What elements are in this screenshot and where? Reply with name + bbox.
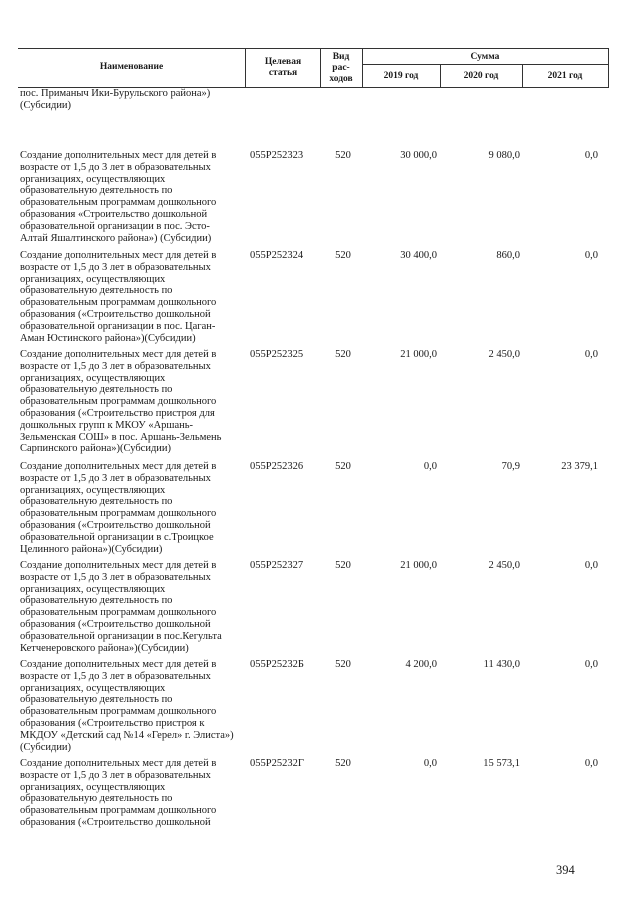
continuation-text: пос. Приманыч Ики-Бурульского района»)(Субсидии) [20,88,211,111]
row-vid: 520 [335,349,351,360]
page-number: 394 [556,863,575,877]
row-value-2021: 0,0 [584,659,598,670]
header-sum: Сумма [470,52,500,62]
row-name: Создание дополнительных мест для детей в возрасте от 1,5 до 3 лет в образовательных организациях, осуществляющих образовательную деятельность по образовательным программам дошкольного образования «Строительство дошкольной образовательной организации в пос. Эсто-Алтай Яшалтинского района») (Субсидии) [20,150,217,244]
row-code: 055P252325 [250,349,304,360]
row-code: 055P25232Б [250,659,304,670]
row-vid: 520 [335,758,351,769]
row-code: 055P252327 [250,560,304,571]
row-code: 055P252324 [250,250,304,261]
row-value-2019: 0,0 [423,461,437,472]
row-name: Создание дополнительных мест для детей в возрасте от 1,5 до 3 лет в образовательных организациях, осуществляющих образовательную деятельность по образовательным программам дошкольного образования («Строительство пристроя для дошкольных групп к МКОУ «Аршань-Зельменская СОШ» в пос. Аршань-Зельмень Сарпинского района»)(Субсидии) [20,349,222,455]
row-value-2020: 860,0 [496,250,520,261]
row-code: 055P25232Г [250,758,304,769]
row-value-2019: 0,0 [423,758,437,769]
row-name: Создание дополнительных мест для детей в возрасте от 1,5 до 3 лет в образовательных организациях, осуществляющих образовательную деятельность по образовательным программам дошкольного образования («Строительство дошкольной образовательной организации в пос.Кегульта Кетченеровского района»)(Субсидии) [20,560,222,654]
header-vid: Вид рас-ходов [329,52,353,84]
row-vid: 520 [335,150,351,161]
row-vid: 520 [335,250,351,261]
row-value-2021: 0,0 [584,560,598,571]
header-code: Целевая статья [264,57,302,78]
row-vid: 520 [335,560,351,571]
row-value-2021: 0,0 [584,349,598,360]
row-vid: 520 [335,461,351,472]
row-code: 055P252323 [250,150,304,161]
row-value-2020: 9 080,0 [488,150,520,161]
header-year-2020: 2020 год [463,71,499,81]
row-value-2019: 30 400,0 [400,250,437,261]
row-name: Создание дополнительных мест для детей в возрасте от 1,5 до 3 лет в образовательных организациях, осуществляющих образовательную деятельность по образовательным программам дошкольного образования («Строительство дошкольной образовательной организации в пос. Цаган-Аман Юстинского района»)(Субсидии) [20,250,217,344]
row-value-2020: 2 450,0 [488,560,520,571]
row-value-2021: 0,0 [584,150,598,161]
row-value-2019: 30 000,0 [400,150,437,161]
row-value-2019: 4 200,0 [405,659,437,670]
row-value-2019: 21 000,0 [400,560,437,571]
row-name: Создание дополнительных мест для детей в возрасте от 1,5 до 3 лет в образовательных организациях, осуществляющих образовательную деятельность по образовательным программам дошкольного образования («Строительство дошкольной [20,758,217,828]
row-value-2021: 0,0 [584,758,598,769]
row-value-2021: 23 379,1 [561,461,598,472]
row-value-2019: 21 000,0 [400,349,437,360]
row-value-2020: 11 430,0 [483,659,520,670]
row-code: 055P252326 [250,461,304,472]
row-vid: 520 [335,659,351,670]
header-year-2019: 2019 год [383,71,419,81]
header-year-2021: 2021 год [547,71,583,81]
row-name: Создание дополнительных мест для детей в возрасте от 1,5 до 3 лет в образовательных организациях, осуществляющих образовательную деятельность по образовательным программам дошкольного образования («Строительство дошкольной образовательной организации в с.Троицкое Целинного района»)(Субсидии) [20,461,217,555]
row-value-2021: 0,0 [584,250,598,261]
row-name: Создание дополнительных мест для детей в возрасте от 1,5 до 3 лет в образовательных организациях, осуществляющих образовательную деятельность по образовательным программам дошкольного образования («Строительство пристроя к МКДОУ «Детский сад №14 «Герел» г. Элиста»)(Субсидии) [20,659,234,753]
row-value-2020: 15 573,1 [483,758,520,769]
row-value-2020: 70,9 [501,461,520,472]
row-value-2020: 2 450,0 [488,349,520,360]
header-name: Наименование [99,62,164,72]
